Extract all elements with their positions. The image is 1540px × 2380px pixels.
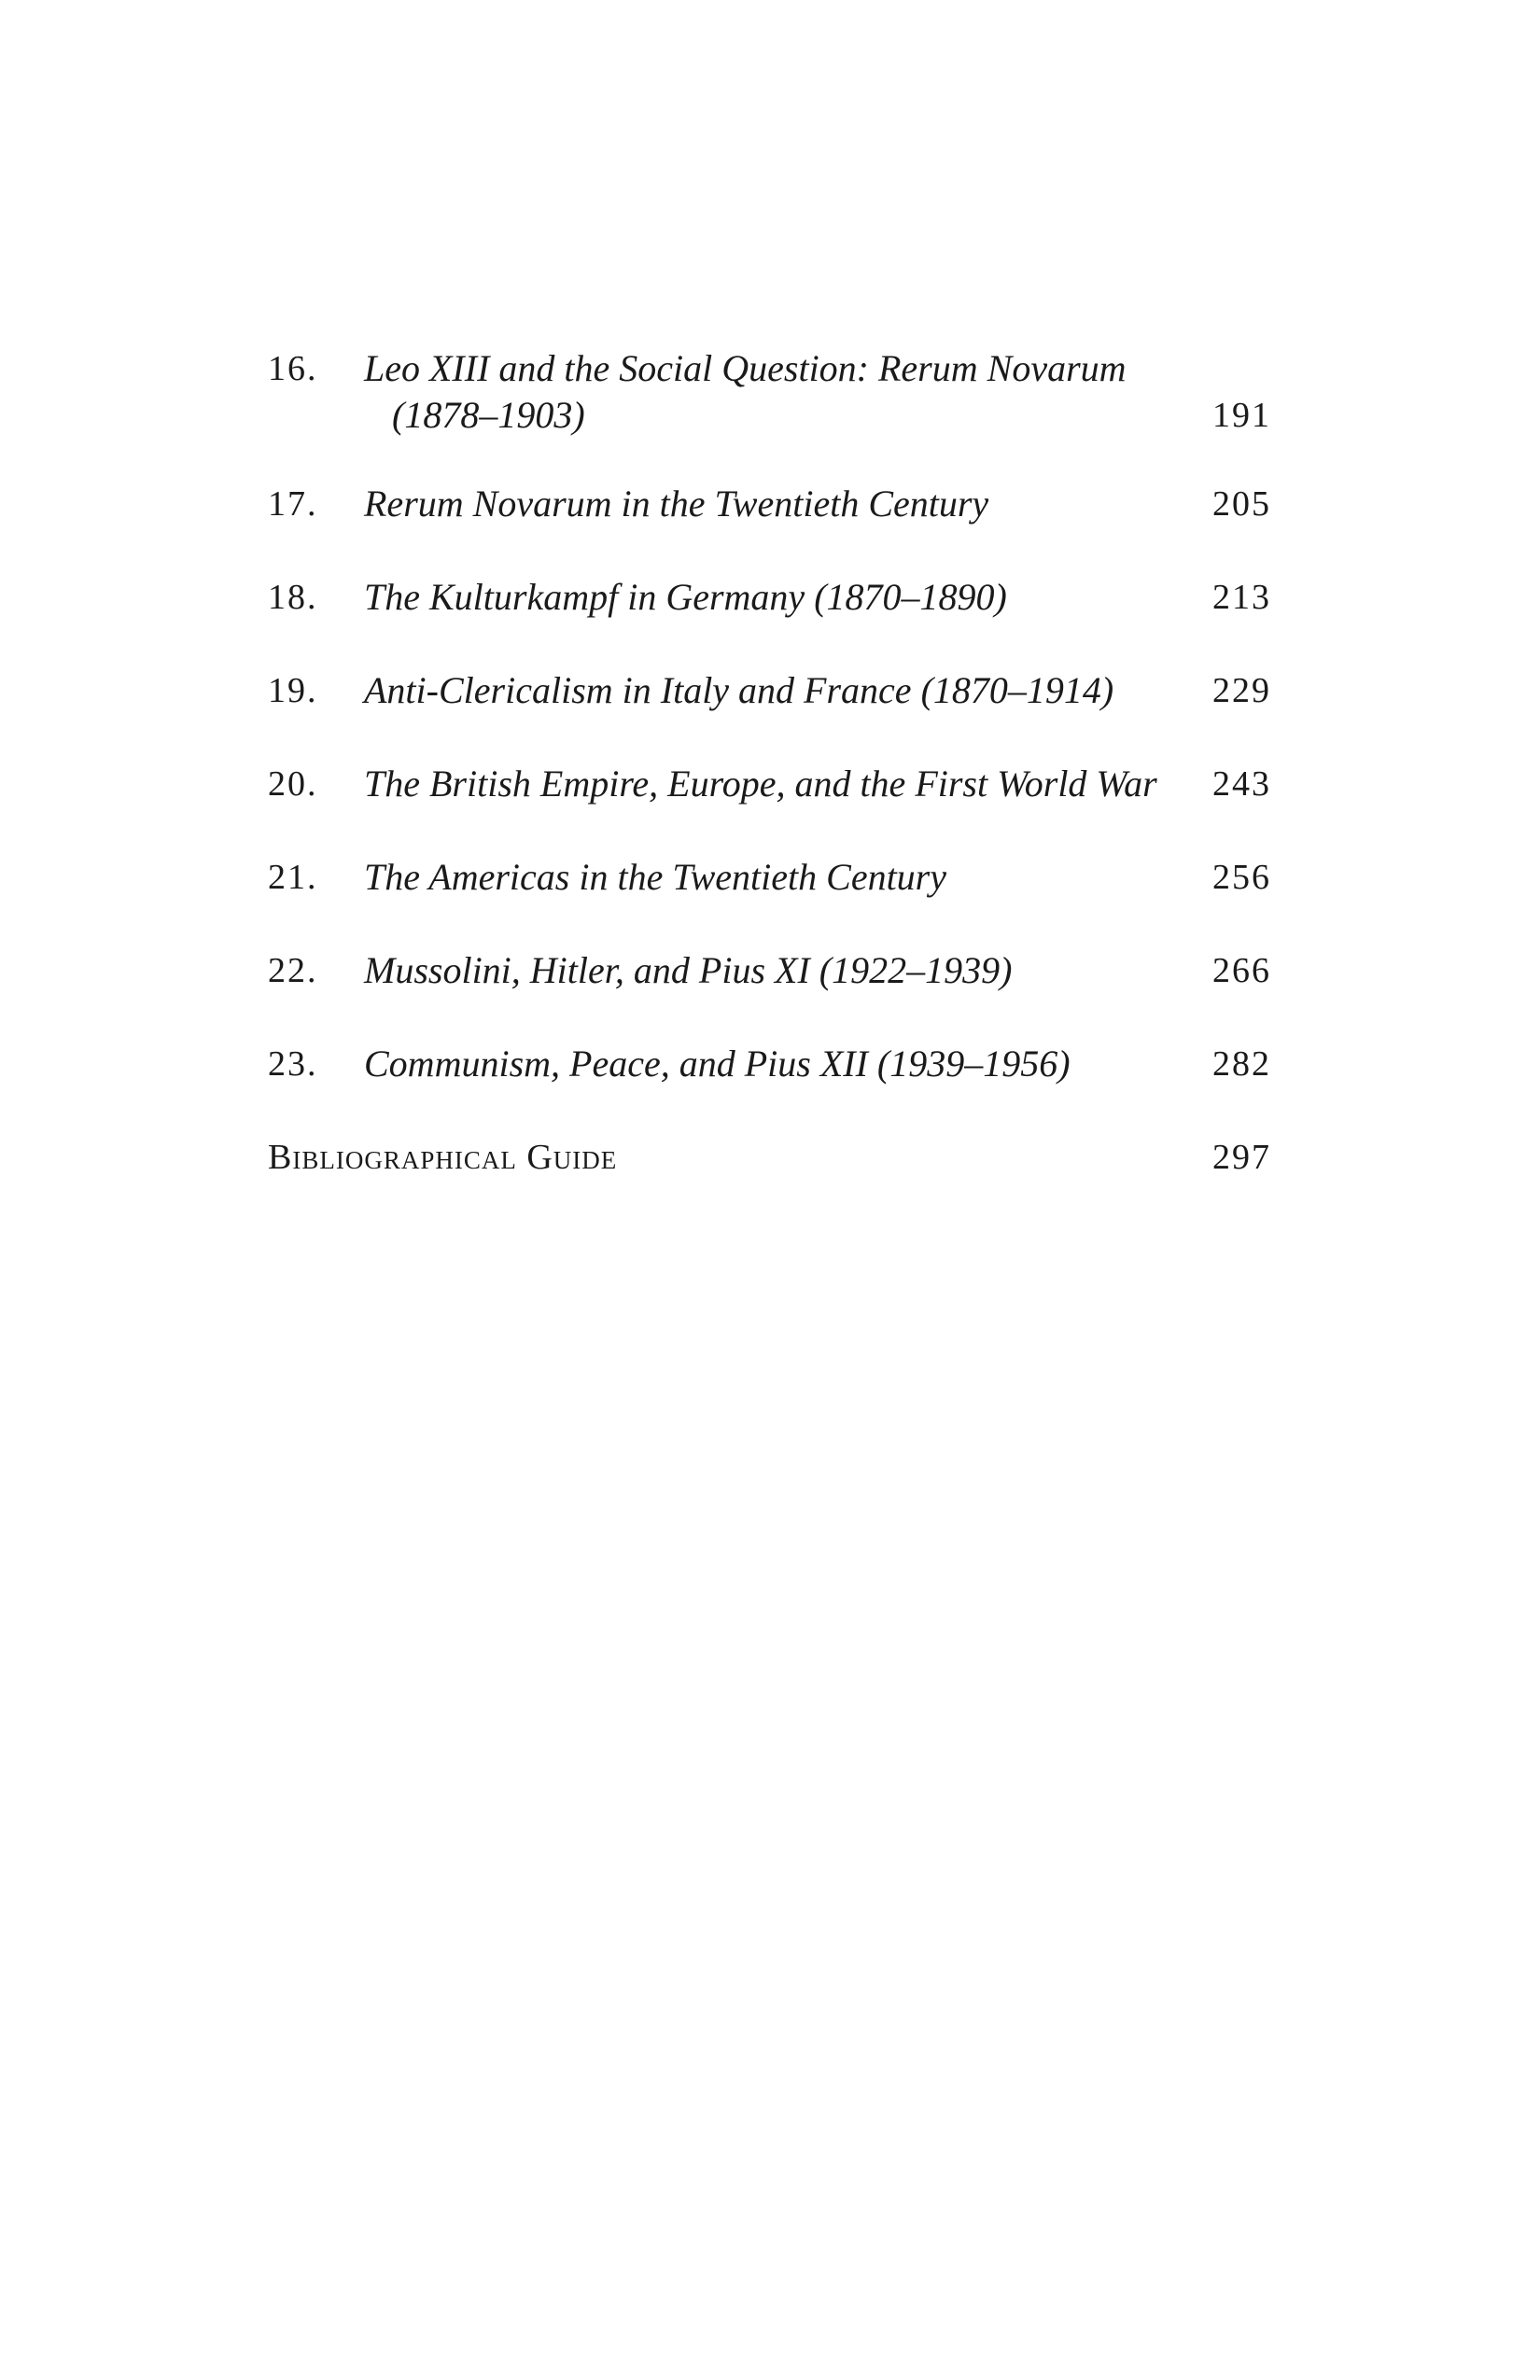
page-number: 256: [1212, 858, 1271, 897]
toc-entry-18[interactable]: [268, 574, 1271, 667]
toc-entry-20[interactable]: [268, 761, 1271, 854]
chapter-title: Communism, Peace, and Pius XII (1939–1956): [364, 1043, 1071, 1085]
chapter-title: Rerum Novarum in the Twentieth Century: [364, 483, 989, 525]
toc-entry-23[interactable]: [268, 1041, 1271, 1134]
chapter-title-line-2: (1878–1903): [392, 394, 585, 436]
page-number: 266: [1212, 951, 1271, 990]
back-matter-title: Bibliographical Guide: [268, 1138, 618, 1177]
chapter-number: 19.: [268, 671, 318, 710]
toc-entry-bibliographical-guide[interactable]: [268, 1134, 1271, 1227]
chapter-number: 16.: [268, 349, 318, 388]
chapter-title: Mussolini, Hitler, and Pius XI (1922–1939): [364, 949, 1013, 991]
page-number: 191: [1212, 396, 1271, 435]
chapter-title: Anti-Clericalism in Italy and France (1870–1914): [364, 669, 1114, 711]
toc-entry-22[interactable]: [268, 947, 1271, 1041]
chapter-title-line-1: Leo XIII and the Social Question: Rerum Novarum: [364, 347, 1127, 389]
toc-entry-17[interactable]: [268, 481, 1271, 574]
page-number: 282: [1212, 1044, 1271, 1084]
chapter-number: 18.: [268, 578, 318, 617]
table-of-contents: [268, 345, 1271, 1227]
chapter-title: The British Empire, Europe, and the First World War: [364, 763, 1157, 805]
chapter-title: The Kulturkampf in Germany (1870–1890): [364, 576, 1007, 618]
page-number: 243: [1212, 764, 1271, 804]
chapter-number: 22.: [268, 951, 318, 990]
toc-entry-21[interactable]: [268, 854, 1271, 947]
page-number: 213: [1212, 578, 1271, 617]
toc-entry-19[interactable]: [268, 667, 1271, 761]
page-number: 205: [1212, 484, 1271, 524]
chapter-number: 21.: [268, 858, 318, 897]
chapter-title: [364, 345, 1185, 439]
toc-entry-16[interactable]: [268, 345, 1271, 481]
chapter-number: 17.: [268, 484, 318, 524]
page-number: 297: [1212, 1138, 1271, 1177]
chapter-number: 23.: [268, 1044, 318, 1084]
page-number: 229: [1212, 671, 1271, 710]
chapter-title: The Americas in the Twentieth Century: [364, 856, 947, 898]
chapter-number: 20.: [268, 764, 318, 804]
